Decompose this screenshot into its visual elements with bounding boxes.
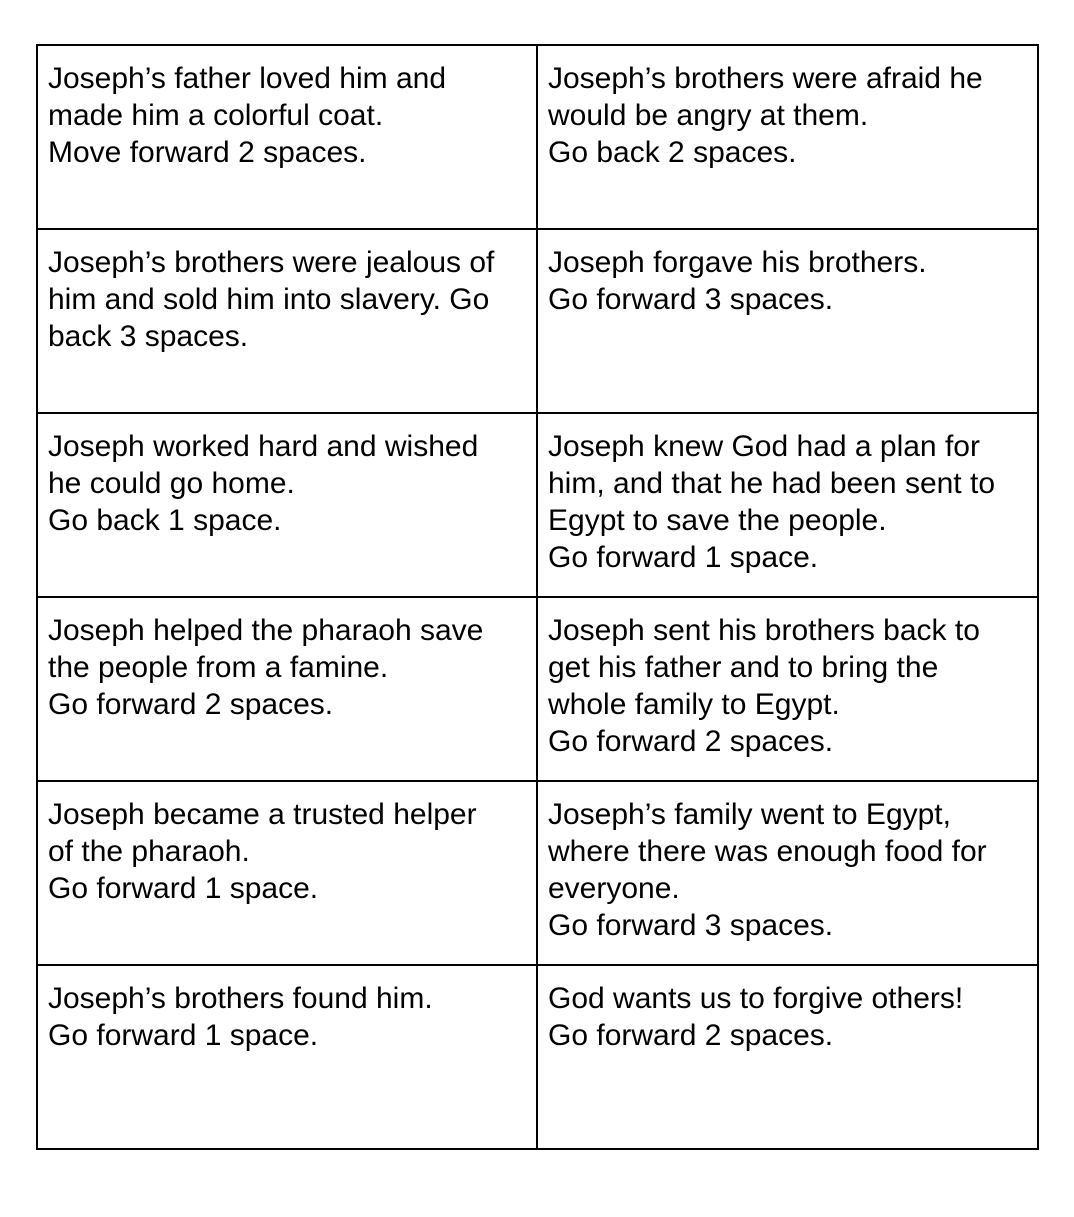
card-row <box>37 781 1038 965</box>
card-text-line: Joseph’s brothers were jealous of <box>48 246 495 279</box>
card-grid-body <box>37 45 1038 1149</box>
card-text-line: where there was enough food for <box>548 835 987 868</box>
game-card <box>537 781 1038 965</box>
card-row <box>37 45 1038 229</box>
card-text-line: made him a colorful coat. <box>48 99 384 132</box>
card-text-line: whole family to Egypt. <box>548 688 840 721</box>
game-card <box>37 781 537 965</box>
card-text-line: Go forward 2 spaces. <box>548 725 834 758</box>
card-text-line: he could go home. <box>48 467 295 500</box>
card-text-line: Joseph forgave his brothers. <box>548 246 927 279</box>
card-row <box>37 965 1038 1149</box>
game-card <box>37 965 537 1149</box>
card-text-line: Go forward 3 spaces. <box>548 909 834 942</box>
card-text-line: back 3 spaces. <box>48 320 249 353</box>
card-text-line: Joseph’s family went to Egypt, <box>548 798 951 831</box>
card-text-line: Joseph’s father loved him and <box>48 62 447 95</box>
game-card <box>537 45 1038 229</box>
card-text-line: the people from a famine. <box>48 651 389 684</box>
game-card-grid <box>36 44 1039 1150</box>
game-card <box>537 965 1038 1149</box>
card-text-line: Joseph’s brothers were afraid he <box>548 62 983 95</box>
card-text-line: Go forward 1 space. <box>548 541 819 574</box>
card-text-line: Joseph worked hard and wished <box>48 430 479 463</box>
card-text-line: would be angry at them. <box>548 99 869 132</box>
game-card <box>537 597 1038 781</box>
card-text-line: Joseph’s brothers found him. <box>48 982 433 1015</box>
card-text-line: Joseph became a trusted helper <box>48 798 477 831</box>
card-row <box>37 597 1038 781</box>
card-row <box>37 229 1038 413</box>
game-card <box>537 413 1038 597</box>
card-text-line: Joseph knew God had a plan for <box>548 430 980 463</box>
card-text-line: of the pharaoh. <box>48 835 250 868</box>
game-card <box>37 229 537 413</box>
card-text-line: Go forward 1 space. <box>48 1019 319 1052</box>
card-text-line: Go back 2 spaces. <box>548 136 797 169</box>
card-text-line: Egypt to save the people. <box>548 504 887 537</box>
card-text-line: get his father and to bring the <box>548 651 939 684</box>
card-text-line: Joseph sent his brothers back to <box>548 614 980 647</box>
card-text-line: Move forward 2 spaces. <box>48 136 367 169</box>
card-row <box>37 413 1038 597</box>
game-card <box>537 229 1038 413</box>
game-card <box>37 413 537 597</box>
card-text-line: Go forward 2 spaces. <box>548 1019 834 1052</box>
card-text-line: Joseph helped the pharaoh save <box>48 614 484 647</box>
card-text-line: God wants us to forgive others! <box>548 982 964 1015</box>
card-text-line: Go forward 2 spaces. <box>48 688 334 721</box>
card-text-line: Go forward 1 space. <box>48 872 319 905</box>
card-text-line: Go forward 3 spaces. <box>548 283 834 316</box>
game-card <box>37 45 537 229</box>
card-text-line: Go back 1 space. <box>48 504 282 537</box>
card-text-line: him, and that he had been sent to <box>548 467 995 500</box>
card-text-line: him and sold him into slavery. Go <box>48 283 490 316</box>
game-card <box>37 597 537 781</box>
card-text-line: everyone. <box>548 872 680 905</box>
